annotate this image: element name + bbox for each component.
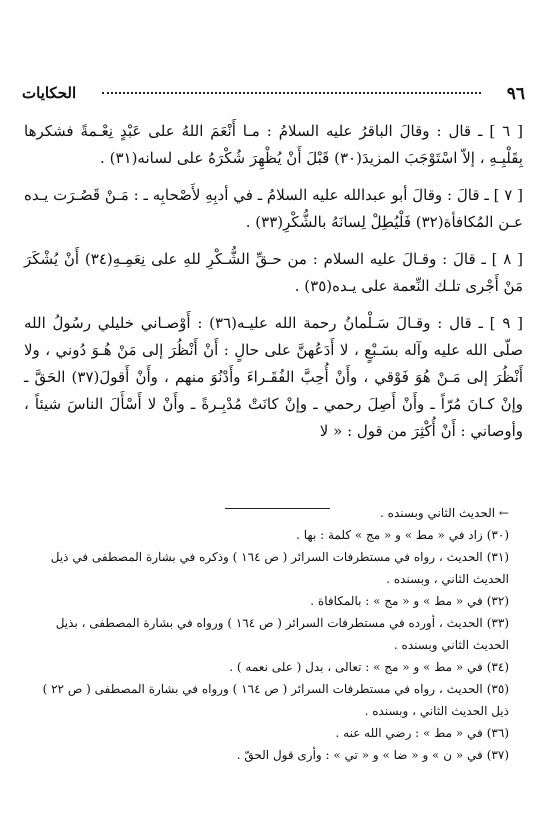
header-dotted-leader: [102, 92, 481, 94]
paragraph-9: [ ٩ ] ـ قال : وقـالَ سَـلْمانُ رحمة الله عليـه(٣٦) : أَوْصـاني خليلي رسُولُ الله صلّى الله عليه وآله بسَـبْعٍ ، لا أَدَعُهنَّ على حالٍ : أَنْ أَنْظُرَ إلى مَنْ هُـوَ دُوني ، ولا أَنْظُرَ إلى مَـنْ هُوَ فَوْقي ، وأَنْ أُحِبَّ الفُقَـراءَ وأَدْنُوَ منهم ، وأَنْ أَقولَ(٣٧) الحَقَّ ـ وإنْ كـانَ مُرّاً ـ وأَنْ أَصِلَ رحمي ـ وإنْ كانَتْ مُدْبِـرةً ـ وأَنْ لا أَسْأَلَ الناسَ شيئاً ، وأوصاني : أَنْ أُكْثِرَ من قول : « لا: [24, 314, 524, 440]
footnote-number: (٣٠): [486, 528, 509, 542]
footnote-number: (٣١): [486, 550, 509, 564]
footnote-30: [22, 524, 525, 546]
footnote-number: (٣٢): [486, 594, 509, 608]
footnote-text: الحديث ، أورده في مستطرفات السرائر ( ص ١٦٤ ) ورواه في بشارة المصطفى ، بذيل الحديث الثاني وبسنده .: [55, 616, 509, 652]
page-header: [22, 84, 525, 104]
paragraph-6: [ ٦ ] ـ قال : وقالَ الباقرُ عليه السلامُ : مـا أَنْعَمَ اللهُ على عَبْدٍ نِعْـمةً فشكرها بِقَلْبِـهِ ، إلاّ اسْتَوْجَبَ المزيدَ(٣٠) قَبْلَ أَنْ يُظْهِرَ شُكْرَهُ على لسانه(٣١) .: [24, 122, 523, 167]
footnote-number: (٣٥): [486, 682, 509, 696]
footnote-number: (٣٣): [486, 616, 509, 630]
main-text: [24, 118, 523, 455]
footnote-text: في « مط » و « مج » : بالمكافاة .: [310, 594, 483, 608]
footnote-31: [22, 546, 525, 590]
footnote-text: في « ن » و « ضا » و « تي » : وأرى قول الحقّ .: [236, 748, 483, 762]
footnote-continuation: ← الحديث الثاني وبسنده .: [380, 506, 509, 520]
footnote-37: [22, 744, 525, 766]
footnote-text: الحديث ، رواه في مستطرفات السرائر ( ص ١٦٤ ) ورواه في بشارة المصطفى ( ص ٢٢ ) ذيل الحديث الثاني ، وبسنده .: [42, 682, 509, 718]
footnote-36: [22, 722, 525, 744]
footnote-34: [22, 656, 525, 678]
footnote-33: [22, 612, 525, 656]
footnote-35: [22, 678, 525, 722]
page-number: ٩٦: [506, 84, 525, 104]
footnotes: [22, 502, 525, 766]
footnote-number: (٣٦): [486, 726, 509, 740]
footnote-text: في « مط » : رضي الله عنه .: [335, 726, 483, 740]
footnote-text: زاد في « مط » و « مج » كلمة : بها .: [296, 528, 483, 542]
footnote-32: [22, 590, 525, 612]
running-title: الحكايات: [22, 84, 77, 102]
footnote-text: الحديث ، رواه في مستطرفات السرائر ( ص ١٦٤ ) وذكره في بشارة المصطفى في ذيل الحديث الثاني ، وبسنده .: [50, 550, 509, 586]
footnote-number: (٣٤): [486, 660, 509, 674]
paragraph-8: [ ٨ ] ـ قالَ : وقـالَ عليه السلام : من حـقِّ الشُّـكْرِ للهِ على نِعَمِـهِ(٣٤) أَنْ يُشْكَرَ مَنْ أَجْرى تلـك النِّعمة على يـده(٣٥) .: [24, 250, 524, 295]
footnote-number: (٣٧): [486, 748, 509, 762]
paragraph-7: [ ٧ ] ـ قالَ : وقالَ أبو عبدالله عليه السلامُ ـ في أدبِهِ لأَصْحابِه ـ : مَـنْ قَصُـرَت يـده عـن المُكافأة(٣٢) فَلْيُطِلْ لِسانَهُ بالشُّكْرِ(٣٣) .: [24, 186, 523, 231]
footnote-text: في « مط » و « مج » : تعالى ، بدل ( على نعمه ) .: [229, 660, 483, 674]
